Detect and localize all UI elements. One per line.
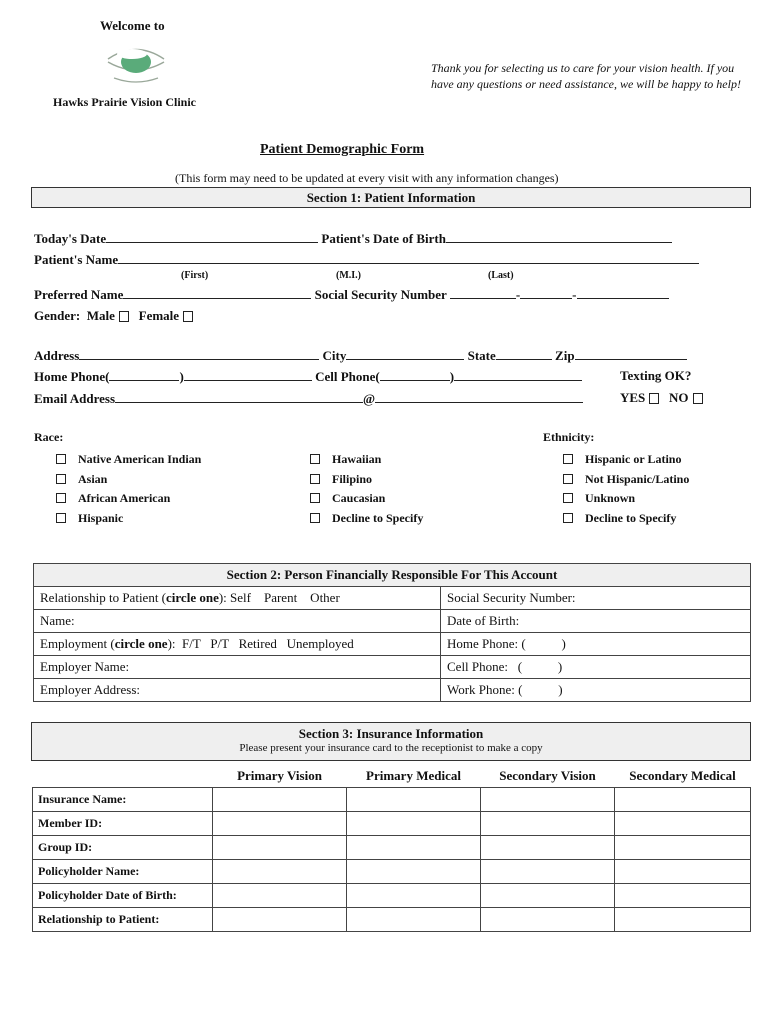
ethnicity-label: Ethnicity: — [543, 430, 595, 444]
section1-header — [31, 187, 751, 208]
thank-you-line1: Thank you for selecting us to care for your vision health. If you — [431, 61, 735, 75]
checkbox-icon[interactable] — [56, 513, 66, 523]
row-label: Member ID: — [33, 812, 213, 836]
email-user-field[interactable] — [115, 390, 363, 403]
financial-table — [33, 563, 751, 702]
cell-phone-field[interactable] — [454, 368, 582, 381]
preferred-name-field[interactable] — [123, 286, 311, 299]
last-hint: (Last) — [488, 270, 514, 281]
section3-title: Section 3: Insurance Information — [298, 726, 484, 741]
form-note: (This form may need to be updated at every visit with any information changes) — [175, 171, 559, 185]
zip-label: Zip — [555, 348, 575, 363]
state-label: State — [467, 348, 496, 363]
input-cell[interactable] — [481, 788, 615, 812]
checkbox-icon[interactable] — [310, 513, 320, 523]
table-row — [33, 836, 751, 860]
input-cell[interactable] — [213, 836, 347, 860]
work-phone-cell[interactable]: Work Phone: ( ) — [441, 679, 751, 702]
mi-hint: (M.I.) — [336, 270, 361, 281]
checkbox-icon[interactable] — [310, 454, 320, 464]
section1-title: Section 1: Patient Information — [306, 190, 476, 205]
dob-cell[interactable]: Date of Birth: — [441, 610, 751, 633]
input-cell[interactable] — [481, 908, 615, 932]
input-cell[interactable] — [481, 836, 615, 860]
row-label: Policyholder Date of Birth: — [33, 884, 213, 908]
race-option[interactable]: Filipino — [310, 470, 423, 490]
section3-subtitle: Please present your insurance card to the receptionist to make a copy — [239, 742, 543, 754]
employment-cell[interactable]: Employment (circle one): F/T P/T Retired Unemployed — [34, 633, 441, 656]
ssn-field-1[interactable] — [450, 286, 516, 299]
cell-phone-cell[interactable]: Cell Phone: ( ) — [441, 656, 751, 679]
input-cell[interactable] — [213, 788, 347, 812]
col-primary-medical: Primary Medical — [366, 768, 461, 783]
preferred-name-label: Preferred Name — [34, 287, 124, 302]
texting-options — [620, 390, 703, 406]
insurance-table — [32, 765, 751, 932]
employer-address-cell[interactable]: Employer Address: — [34, 679, 441, 702]
female-checkbox[interactable] — [183, 311, 193, 322]
checkbox-icon[interactable] — [56, 493, 66, 503]
input-cell[interactable] — [615, 836, 751, 860]
checkbox-icon[interactable] — [310, 474, 320, 484]
input-cell[interactable] — [347, 884, 481, 908]
ethnicity-option[interactable]: Hispanic or Latino — [563, 450, 689, 470]
texting-ok-label: Texting OK? — [620, 368, 692, 383]
clinic-logo-icon — [104, 42, 168, 89]
cell-phone-paren: ) — [449, 369, 455, 384]
col-primary-vision: Primary Vision — [237, 768, 322, 783]
cell-phone-label: Cell Phone( — [315, 369, 380, 384]
input-cell[interactable] — [615, 860, 751, 884]
checkbox-icon[interactable] — [56, 454, 66, 464]
texting-yes-checkbox[interactable] — [649, 393, 659, 404]
no-label: NO — [669, 390, 689, 405]
race-list-2 — [310, 450, 423, 528]
input-cell[interactable] — [347, 836, 481, 860]
table-row — [33, 908, 751, 932]
race-label: Race: — [34, 430, 64, 444]
input-cell[interactable] — [213, 812, 347, 836]
email-at: @ — [363, 391, 376, 406]
home-phone-field[interactable] — [184, 368, 312, 381]
gender-label: Gender: — [34, 308, 81, 323]
male-checkbox[interactable] — [119, 311, 129, 322]
input-cell[interactable] — [615, 908, 751, 932]
input-cell[interactable] — [481, 860, 615, 884]
employer-name-cell[interactable]: Employer Name: — [34, 656, 441, 679]
todays-date-label: Today's Date — [34, 231, 107, 246]
dob-label: Patient's Date of Birth — [321, 231, 446, 246]
todays-date-row — [34, 230, 672, 247]
preferred-ssn-row: Preferred Name Social Security Number - - — [34, 286, 669, 303]
table-row — [33, 812, 751, 836]
email-label: Email Address — [34, 391, 116, 406]
race-option[interactable]: Decline to Specify — [310, 509, 423, 529]
first-hint: (First) — [181, 270, 209, 281]
table-row — [33, 788, 751, 812]
name-cell[interactable]: Name: — [34, 610, 441, 633]
section3-header — [31, 722, 751, 761]
cell-phone-area[interactable] — [380, 368, 450, 381]
home-phone-cell[interactable]: Home Phone: ( ) — [441, 633, 751, 656]
texting-no-checkbox[interactable] — [693, 393, 703, 404]
patient-name-field[interactable] — [118, 251, 699, 264]
checkbox-icon[interactable] — [563, 513, 573, 523]
email-domain-field[interactable] — [375, 390, 583, 403]
state-field[interactable] — [496, 347, 552, 360]
input-cell[interactable] — [615, 788, 751, 812]
input-cell[interactable] — [347, 908, 481, 932]
patient-name-row — [34, 251, 699, 268]
race-option[interactable]: Caucasian — [310, 489, 423, 509]
welcome-text: Welcome to — [100, 18, 165, 33]
home-phone-paren: ) — [179, 369, 184, 384]
checkbox-icon[interactable] — [56, 474, 66, 484]
address-row — [34, 347, 687, 364]
input-cell[interactable] — [213, 884, 347, 908]
input-cell[interactable] — [481, 884, 615, 908]
input-cell[interactable] — [347, 788, 481, 812]
city-field[interactable] — [346, 347, 464, 360]
ssn-field-2[interactable] — [520, 286, 572, 299]
row-label: Relationship to Patient: — [33, 908, 213, 932]
input-cell[interactable] — [347, 812, 481, 836]
race-option[interactable]: African American — [56, 489, 201, 509]
city-label: City — [322, 348, 347, 363]
section2-title: Section 2: Person Financially Responsible For This Account — [34, 564, 751, 587]
checkbox-icon[interactable] — [563, 454, 573, 464]
input-cell[interactable] — [615, 884, 751, 908]
input-cell[interactable] — [615, 812, 751, 836]
race-list-1 — [56, 450, 201, 528]
address-field[interactable] — [79, 347, 319, 360]
input-cell[interactable] — [347, 860, 481, 884]
checkbox-icon[interactable] — [563, 474, 573, 484]
ssn-field-3[interactable] — [577, 286, 669, 299]
todays-date-field[interactable] — [106, 230, 318, 243]
clinic-name: Hawks Prairie Vision Clinic — [53, 95, 197, 109]
ethnicity-list — [563, 450, 689, 528]
col-secondary-vision: Secondary Vision — [499, 768, 596, 783]
row-label: Insurance Name: — [33, 788, 213, 812]
female-label: Female — [138, 308, 180, 323]
checkbox-icon[interactable] — [563, 493, 573, 503]
col-secondary-medical: Secondary Medical — [629, 768, 736, 783]
race-option[interactable]: Native American Indian — [56, 450, 201, 470]
row-label: Group ID: — [33, 836, 213, 860]
input-cell[interactable] — [213, 860, 347, 884]
home-phone-area[interactable] — [109, 368, 179, 381]
race-option[interactable]: Asian — [56, 470, 201, 490]
zip-field[interactable] — [575, 347, 687, 360]
ssn-label: Social Security Number — [314, 287, 447, 302]
relationship-cell[interactable]: Relationship to Patient (circle one): Self Parent Other — [34, 587, 441, 610]
table-row — [33, 860, 751, 884]
input-cell[interactable] — [481, 812, 615, 836]
checkbox-icon[interactable] — [310, 493, 320, 503]
dob-field[interactable] — [446, 230, 672, 243]
address-label: Address — [34, 348, 80, 363]
row-label: Policyholder Name: — [33, 860, 213, 884]
phone-row — [34, 368, 582, 385]
ethnicity-option[interactable]: Decline to Specify — [563, 509, 689, 529]
home-phone-label: Home Phone( — [34, 369, 110, 384]
input-cell[interactable] — [213, 908, 347, 932]
ethnicity-option[interactable]: Not Hispanic/Latino — [563, 470, 689, 490]
male-label: Male — [86, 308, 115, 323]
race-option[interactable]: Hawaiian — [310, 450, 423, 470]
yes-label: YES — [620, 390, 646, 405]
patient-name-label: Patient's Name — [34, 252, 119, 267]
ethnicity-option[interactable]: Unknown — [563, 489, 689, 509]
form-title: Patient Demographic Form — [260, 142, 425, 157]
gender-row — [34, 308, 193, 324]
thank-you-line2: have any questions or need assistance, we will be happy to help! — [431, 77, 741, 91]
email-row — [34, 390, 583, 407]
table-row — [33, 884, 751, 908]
race-option[interactable]: Hispanic — [56, 509, 201, 529]
ssn-cell[interactable]: Social Security Number: — [441, 587, 751, 610]
